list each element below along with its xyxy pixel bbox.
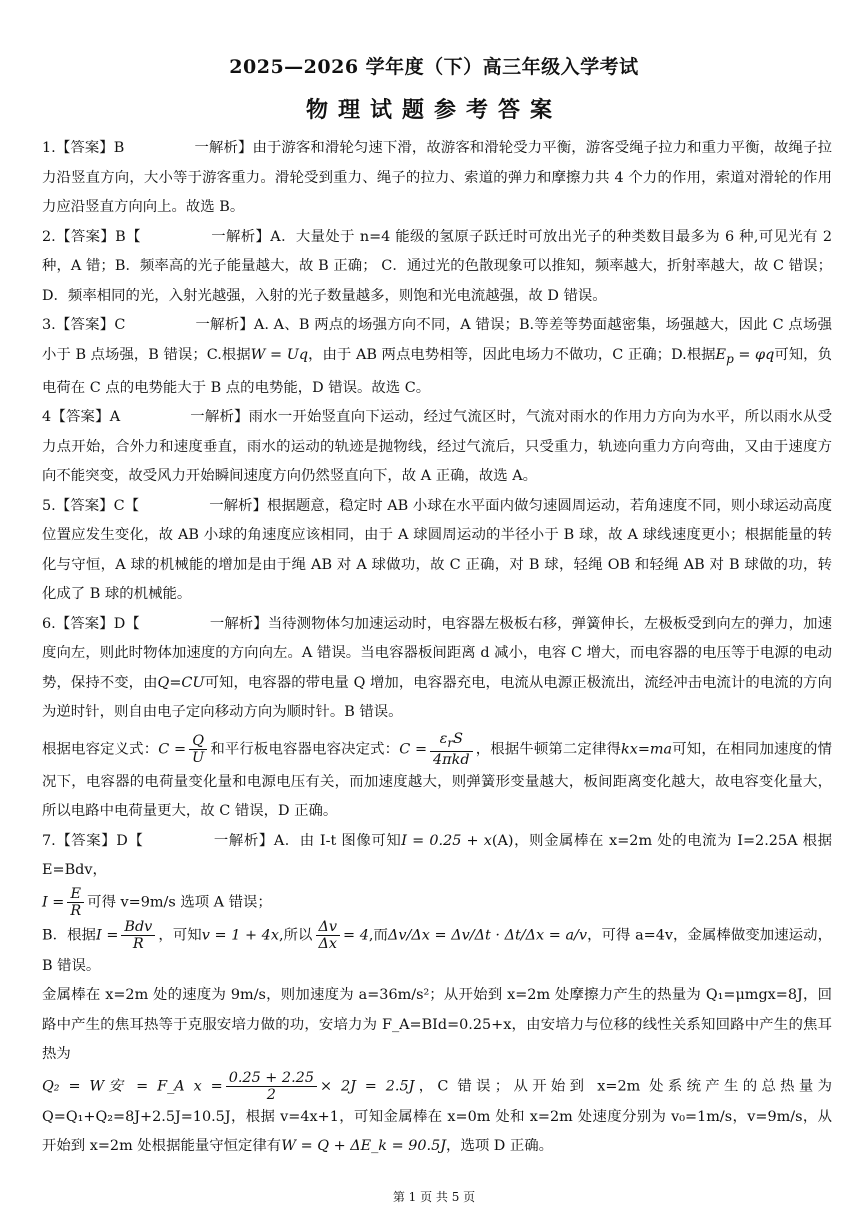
answer-explanation: 可得 v=9m/s 选项 A 错误； <box>87 894 272 911</box>
answer-item-7-line3 <box>42 919 832 982</box>
page-number: 第 1 页 共 5 页 <box>392 1190 476 1204</box>
fraction <box>316 919 341 952</box>
formula: Q=CU <box>157 674 205 691</box>
answer-item-7-line4 <box>42 981 832 1070</box>
formula: W = Q + ΔE_k = 90.5J <box>281 1138 447 1155</box>
formula: I = <box>42 894 65 911</box>
answer-explanation: ，可得 a=4v，金属棒做变加速运动，B 错误。 <box>42 927 832 974</box>
answer-lead: 5.【答案】C【 <box>42 497 140 514</box>
answer-explanation: 一解析】A．大量处于 n=4 能级的氢原子跃迁时可放出光子的种类数目最多为 6 种,可见光有 2 种，A 错；B．频率高的光子能量越大，故 B 正确； C．通过光的色散现象可以推知，频率越大，折射率越大，故 C 错误；D．频率相同的光，入射光越强，入射的光子数量越多，则饱和光电流越强，故 D 错误。 <box>42 228 832 304</box>
answer-item-3 <box>42 311 832 403</box>
fraction-numerator: 0.25 + 2.25 <box>226 1070 317 1087</box>
answer-explanation: (A)，则金属棒在 x=2m 处的电流为 I=2.25A 根据 E=Bdv， <box>42 832 832 879</box>
answer-item-7 <box>42 827 832 886</box>
formula: W = Uq <box>250 346 309 363</box>
formula: I = 0.25 + x <box>401 832 492 849</box>
formula: = 4 <box>343 927 369 944</box>
answer-item-4 <box>42 403 832 492</box>
formula: I = <box>96 927 119 944</box>
answer-explanation: ，可知 <box>158 927 202 944</box>
formula: Q₂ = W安 = F_A x = <box>42 1078 223 1095</box>
answer-lead: 6.【答案】D【 <box>42 615 140 632</box>
answer-explanation: 可知，在相同加速度的情况下，电容器的电荷量变化量和电源电压有关，而加速度越大，则弹簧形变量越大，板间距离变化越大，故电容变化量大，所以电路中电荷量更大，故 C 错误，D 正确。 <box>42 741 832 820</box>
fraction-numerator <box>430 731 473 752</box>
answer-explanation: 可知，负电荷在 C 点的电势能大于 B 点的电势能，D 错误。故选 C。 <box>42 346 832 396</box>
answer-explanation: 和平行板电容器电容决定式： <box>210 741 400 758</box>
fraction-denominator: 4πkd <box>433 751 470 768</box>
answer-explanation: ,而 <box>368 927 388 944</box>
answer-lead: 3.【答案】C <box>42 317 126 333</box>
formula-part: S <box>453 730 463 747</box>
fraction-denominator: 2 <box>266 1086 276 1103</box>
answer-explanation: 一解析】当待测物体匀加速运动时，电容器左极板右移，弹簧伸长，左极板受到向左的弹力，加速度向左，则此时物体加速度的方向向左。A 错误。当电容器板间距离 d 减小，电容 C 增大，而电容器的电压等于电源的电动势，保持不变，由 <box>42 615 832 691</box>
formula: × 2J = 2.5J <box>319 1078 415 1095</box>
fraction-denominator: U <box>192 749 205 766</box>
answer-explanation: 一解析】A．由 I-t 图像可知 <box>213 832 402 849</box>
answer-explanation: ，由于 AB 两点电势相等，因此电场力不做功，C 正确；D.根据 <box>308 346 716 363</box>
formula <box>715 346 775 366</box>
answer-explanation: 一解析】由于游客和滑轮匀速下滑，故游客和滑轮受力平衡，游客受绳子拉力和重力平衡，故绳子拉力沿竖直方向，大小等于游客重力。滑轮受到重力、绳子的拉力、索道的弹力和摩擦力共 4 个力的作用，索道对滑轮的作用力应沿竖直方向向上。故选 B。 <box>42 140 832 215</box>
answer-item-5 <box>42 492 832 610</box>
answer-explanation: B．根据 <box>42 927 96 944</box>
document-subtitle: 物理试题参考答案 <box>305 97 562 123</box>
exam-title: 2025—2026 学年度（下）高三年级入学考试 <box>229 56 639 78</box>
formula-part: E <box>715 346 727 363</box>
answer-lead: 4【答案】A <box>42 409 121 426</box>
fraction-denominator: R <box>70 902 82 919</box>
fraction-denominator: R <box>132 935 144 952</box>
formula: C = <box>399 741 428 758</box>
fraction <box>226 1070 317 1103</box>
answer-item-6 <box>42 610 832 728</box>
formula: Δv/Δx = Δv/Δt · Δt/Δx = a/v <box>387 927 588 944</box>
answer-explanation: ,所以 <box>278 927 313 944</box>
fraction <box>121 919 155 952</box>
answer-item-1 <box>42 134 832 223</box>
answer-item-7-line5 <box>42 1070 832 1162</box>
fraction-denominator: Δx <box>318 935 338 952</box>
formula-part: ε <box>439 730 448 747</box>
fraction <box>189 733 207 766</box>
formula: kx=ma <box>621 741 673 758</box>
answer-lead: 2.【答案】B【 <box>42 228 141 245</box>
fraction-numerator: Δv <box>316 919 341 936</box>
fraction-numerator: Q <box>189 733 207 750</box>
answer-item-6-continued <box>42 731 832 827</box>
fraction <box>430 731 473 768</box>
formula-subscript: p <box>726 351 734 366</box>
answer-explanation: 一解析】雨水一开始竖直向下运动，经过气流区时，气流对雨水的作用力方向为水平，所以雨水从受力点开始，合外力和速度垂直，雨水的运动的轨迹是抛物线，经过气流后，只受重力，轨迹向重力方向弯曲，又由于速度方向不能突变，故受风力开始瞬间速度方向仍然竖直向下，故 A 正确，故选 A。 <box>42 409 832 485</box>
answer-explanation: ，选项 D 正确。 <box>446 1138 554 1155</box>
answer-lead: 1.【答案】B <box>42 140 125 156</box>
answer-explanation: ，根据牛顿第二定律得 <box>475 741 622 758</box>
formula: C = <box>158 741 187 758</box>
answer-explanation: 金属棒在 x=2m 处的速度为 9m/s，则加速度为 a=36m/s²；从开始到 x=2m 处摩擦力产生的热量为 Q₁=μmgx=8J，回路中产生的焦耳热等于克服安培力做的功，安培力为 F_A=BId=0.25+x，由安培力与位移的线性关系知回路中产生的焦耳热为 <box>42 987 832 1063</box>
answer-lead: 7.【答案】D【 <box>42 832 144 849</box>
answer-explanation: 根据电容定义式： <box>42 741 159 758</box>
answer-item-2 <box>42 223 832 312</box>
formula: v = 1 + 4x <box>201 927 279 944</box>
fraction-numerator: E <box>67 886 84 903</box>
answer-body <box>42 134 832 1162</box>
answer-explanation: 一解析】根据题意，稳定时 AB 小球在水平面内做匀速圆周运动，若角速度不同，则小球运动高度位置应发生变化，故 AB 小球的角速度应该相同，由于 A 球圆周运动的半径小于 B 球，故 A 球线速度更小；根据能量的转化与守恒，A 球的机械能的增加是由于绳 AB 对 A 球做功，故 C 正确，对 B 球，轻绳 OB 和轻绳 AB 对 B 球做的功，转化成了 B 球的机械能。 <box>42 497 832 603</box>
answer-explanation: ，C 错误；从开始到 x=2m 处系统产生的总热量为 Q=Q₁+Q₂=8J+2.5J=10.5J，根据 v=4x+1，可知金属棒在 x=0m 处和 x=2m 处速度分别为 v₀=1m/s，v=9m/s，从开始到 x=2m 处根据能量守恒定律有 <box>42 1078 833 1155</box>
fraction-numerator: Bdv <box>121 919 155 936</box>
answer-explanation: 一解析】A. A、B 两点的场强方向不同，A 错误；B.等差等势面越密集，场强越大，因此 C 点场强小于 B 点场强，B 错误；C.根据 <box>42 317 832 363</box>
formula-part: = φq <box>733 346 775 363</box>
formula-subscript: r <box>447 735 454 750</box>
fraction <box>67 886 84 919</box>
answer-explanation: 可知，电容器的带电量 Q 增加，电容器充电，电流从电源正极流出，流经冲击电流计的电流的方向为逆时针，则自由电子定向移动方向为顺时针。B 错误。 <box>42 674 832 721</box>
answer-item-7-line2 <box>42 886 832 919</box>
